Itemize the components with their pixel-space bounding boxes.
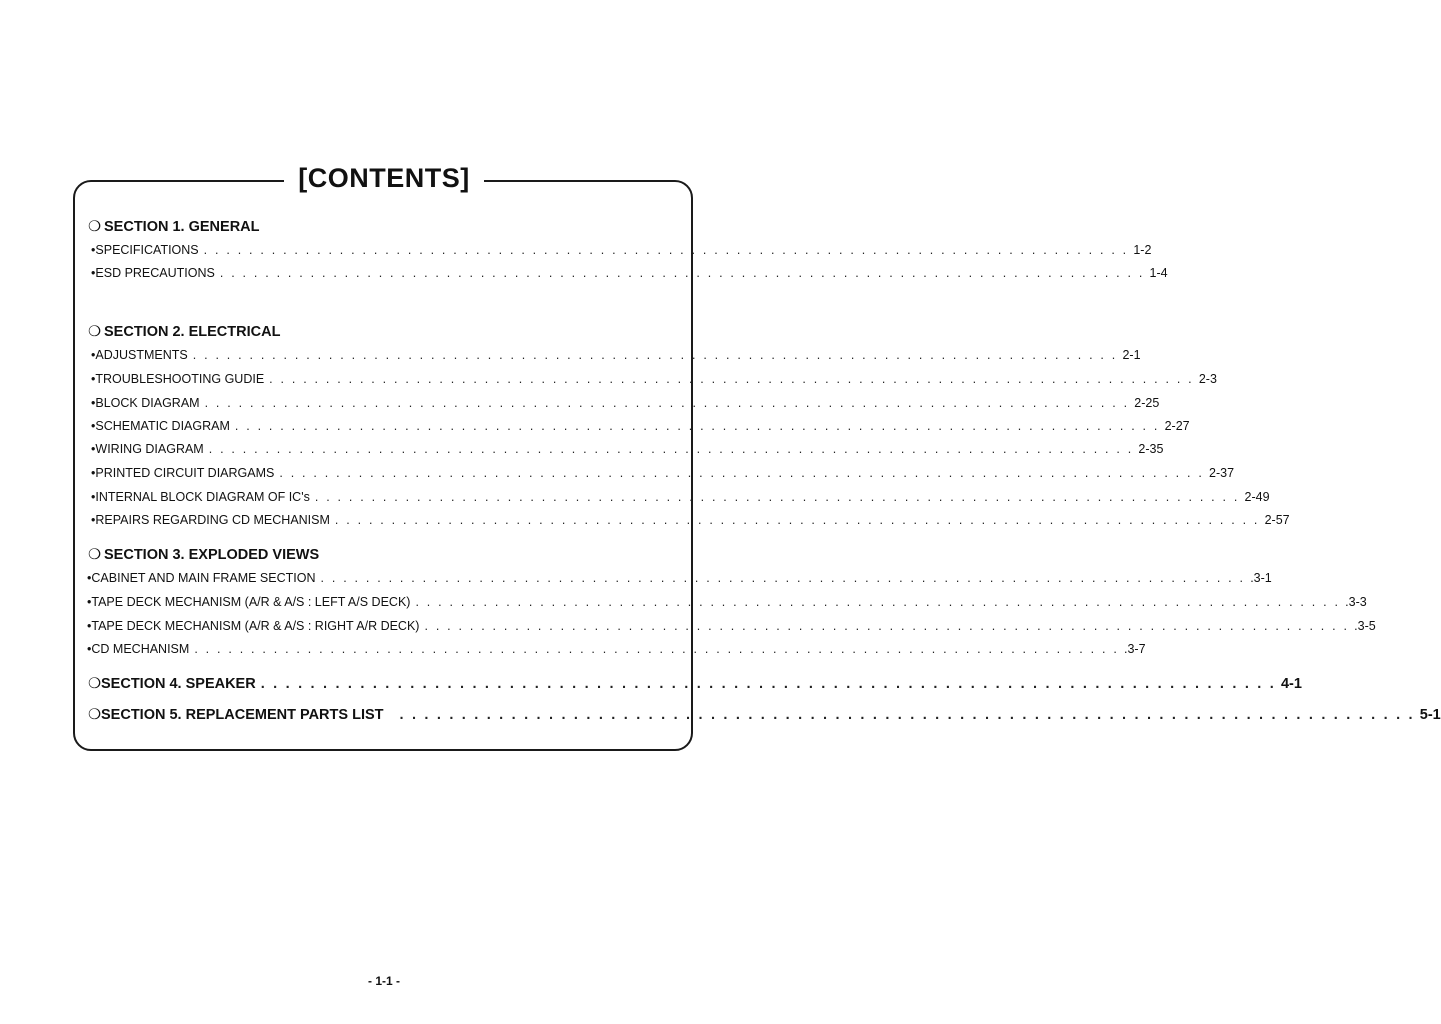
section-3-heading: [88, 547, 319, 563]
page-number: .3-1: [1250, 571, 1272, 585]
toc-entry[interactable]: [87, 571, 1272, 585]
page-number: .3-3: [1345, 595, 1367, 609]
page-number: 2-35: [1138, 442, 1164, 456]
page-number: .3-5: [1354, 619, 1376, 633]
section-marker-icon: ❍: [88, 676, 101, 692]
bullet-icon: •: [87, 595, 92, 609]
toc-entry[interactable]: [91, 396, 1160, 410]
bullet-icon: •: [91, 513, 96, 527]
section-marker-icon: ❍: [88, 547, 101, 563]
dot-leader: . . . . . . . . . . . . . . . . . . . . . . . . . . . . . . . . . . . . . . . . . . . . . . . . . . . . . . . . . . . . . . . . . . . . . . . . . . . . . . . . . .: [320, 571, 1246, 585]
entry-label: CD MECHANISM: [91, 642, 190, 656]
page-title: [CONTENTS]: [0, 160, 768, 196]
entry-label: TAPE DECK MECHANISM (A/R & A/S : RIGHT A/R DECK): [91, 619, 420, 633]
dot-leader: . . . . . . . . . . . . . . . . . . . . . . . . . . . . . . . . . . . . . . . . . . . . . . . . . . . . . . . . . . . . . . . . . . . . . . . . . . . . . . . . . .: [203, 243, 1129, 257]
section-marker-icon: ❍: [88, 324, 101, 340]
section-1-heading: [88, 219, 260, 235]
section-label: SECTION 5. REPLACEMENT PARTS LIST: [101, 707, 384, 723]
toc-entry[interactable]: [91, 372, 1217, 386]
dot-leader: . . . . . . . . . . . . . . . . . . . . . . . . . . . . . . . . . . . . . . . . . . . . . . . . . . . . . . . . . . . . . . . . . . . . . . . . . . . . . . . . . .: [194, 642, 1119, 656]
page-number: 2-25: [1134, 396, 1160, 410]
dot-leader: . . . . . . . . . . . . . . . . . . . . . . . . . . . . . . . . . . . . . . . . . . . . . . . . . . . . . . . . . . . . . . . . . . . . . . . . . . . . . . . . . .: [204, 396, 1130, 410]
bullet-icon: •: [91, 266, 96, 280]
entry-label: WIRING DIAGRAM: [95, 442, 204, 456]
page-number: 2-1: [1122, 348, 1141, 362]
toc-entry[interactable]: [87, 619, 1376, 633]
page-number: 5-1: [1419, 707, 1441, 723]
section-marker-icon: ❍: [88, 707, 101, 723]
bullet-icon: •: [87, 642, 92, 656]
dot-leader: . . . . . . . . . . . . . . . . . . . . . . . . . . . . . . . . . . . . . . . . . . . . . . . . . . . . . . . . . . . . . . . . . . . . . . . . . . . . . . . . . .: [208, 442, 1134, 456]
toc-entry[interactable]: [91, 419, 1190, 433]
toc-entry[interactable]: [87, 642, 1146, 656]
bullet-icon: •: [91, 466, 96, 480]
entry-label: SPECIFICATIONS: [95, 243, 199, 257]
dot-leader: . . . . . . . . . . . . . . . . . . . . . . . . . . . . . . . . . . . . . . . . . . . . . . . . . . . . . . . . . . . . . . . . . . . . . . . . . . . . . . . . . .: [219, 266, 1145, 280]
section-label: SECTION 4. SPEAKER: [101, 676, 256, 692]
bullet-icon: •: [87, 571, 92, 585]
entry-label: TAPE DECK MECHANISM (A/R & A/S : LEFT A/S DECK): [91, 595, 411, 609]
dot-leader: . . . . . . . . . . . . . . . . . . . . . . . . . . . . . . . . . . . . . . . . . . . . . . . . . . . . . . . . . . . . . . . . . . . . . . . . . . . . . . . . . .: [192, 348, 1118, 362]
toc-entry[interactable]: [91, 243, 1152, 257]
bullet-icon: •: [91, 419, 96, 433]
bullet-icon: •: [91, 348, 96, 362]
page-footer-number: - 1-1 -: [367, 974, 400, 988]
page-number: 1-4: [1149, 266, 1168, 280]
bullet-icon: •: [91, 490, 96, 504]
section-label: SECTION 2. ELECTRICAL: [104, 324, 281, 340]
page-number: 2-27: [1164, 419, 1190, 433]
page-number: 2-49: [1244, 490, 1270, 504]
entry-label: INTERNAL BLOCK DIAGRAM OF IC's: [95, 490, 310, 504]
section-2-heading: [88, 324, 280, 340]
dot-leader: . . . . . . . . . . . . . . . . . . . . . . . . . . . . . . . . . . . . . . . . . . . . . . . . . . . . . . . . . . . . . . . . . . . . . . . . . . . . . . . . . .: [424, 619, 1350, 633]
dot-leader: . . . . . . . . . . . . . . . . . . . . . . . . . . . . . . . . . . . . . . . . . . . . . . . . . . . . . . . . . . . . . . . . . . . . . . . . . . . . . . . . . .: [234, 419, 1160, 433]
bullet-icon: •: [91, 396, 96, 410]
entry-label: ESD PRECAUTIONS: [95, 266, 215, 280]
dot-leader: . . . . . . . . . . . . . . . . . . . . . . . . . . . . . . . . . . . . . . . . . . . . . . . . . . . . . . . . . . . . . . . . . . . . . . . . . . . . . . . . . .: [399, 707, 1415, 723]
page-number: 1-2: [1133, 243, 1152, 257]
entry-label: CABINET AND MAIN FRAME SECTION: [91, 571, 316, 585]
section-5-entry[interactable]: [88, 707, 1441, 723]
section-marker-icon: ❍: [88, 219, 101, 235]
page-number: .3-7: [1124, 642, 1146, 656]
toc-entry[interactable]: [91, 266, 1168, 280]
toc-entry[interactable]: [91, 442, 1164, 456]
section-label: SECTION 1. GENERAL: [104, 219, 260, 235]
dot-leader: . . . . . . . . . . . . . . . . . . . . . . . . . . . . . . . . . . . . . . . . . . . . . . . . . . . . . . . . . . . . . . . . . . . . . . . . . . . . . . . . . .: [260, 676, 1276, 692]
entry-label: ADJUSTMENTS: [95, 348, 188, 362]
toc-entry[interactable]: [87, 595, 1367, 609]
dot-leader: . . . . . . . . . . . . . . . . . . . . . . . . . . . . . . . . . . . . . . . . . . . . . . . . . . . . . . . . . . . . . . . . . . . . . . . . . . . . . . . . . .: [279, 466, 1205, 480]
bullet-icon: •: [87, 619, 92, 633]
dot-leader: . . . . . . . . . . . . . . . . . . . . . . . . . . . . . . . . . . . . . . . . . . . . . . . . . . . . . . . . . . . . . . . . . . . . . . . . . . . . . . . . . .: [314, 490, 1240, 504]
page-number: 2-3: [1198, 372, 1217, 386]
entry-label: REPAIRS REGARDING CD MECHANISM: [95, 513, 330, 527]
toc-entry[interactable]: [91, 348, 1141, 362]
dot-leader: . . . . . . . . . . . . . . . . . . . . . . . . . . . . . . . . . . . . . . . . . . . . . . . . . . . . . . . . . . . . . . . . . . . . . . . . . . . . . . . . . .: [415, 595, 1341, 609]
section-label: SECTION 3. EXPLODED VIEWS: [104, 547, 320, 563]
dot-leader: . . . . . . . . . . . . . . . . . . . . . . . . . . . . . . . . . . . . . . . . . . . . . . . . . . . . . . . . . . . . . . . . . . . . . . . . . . . . . . . . . .: [334, 513, 1260, 527]
entry-label: BLOCK DIAGRAM: [95, 396, 200, 410]
toc-entry[interactable]: [91, 513, 1290, 527]
page-number: 4-1: [1280, 676, 1302, 692]
bullet-icon: •: [91, 442, 96, 456]
entry-label: TROUBLESHOOTING GUDIE: [95, 372, 265, 386]
bullet-icon: •: [91, 372, 96, 386]
toc-entry[interactable]: [91, 490, 1270, 504]
page-number: 2-37: [1209, 466, 1235, 480]
entry-label: PRINTED CIRCUIT DIARGAMS: [95, 466, 275, 480]
entry-label: SCHEMATIC DIAGRAM: [95, 419, 230, 433]
toc-entry[interactable]: [91, 466, 1235, 480]
section-4-entry[interactable]: [88, 676, 1302, 692]
page-number: 2-57: [1264, 513, 1290, 527]
dot-leader: . . . . . . . . . . . . . . . . . . . . . . . . . . . . . . . . . . . . . . . . . . . . . . . . . . . . . . . . . . . . . . . . . . . . . . . . . . . . . . . . . .: [269, 372, 1194, 386]
bullet-icon: •: [91, 243, 96, 257]
